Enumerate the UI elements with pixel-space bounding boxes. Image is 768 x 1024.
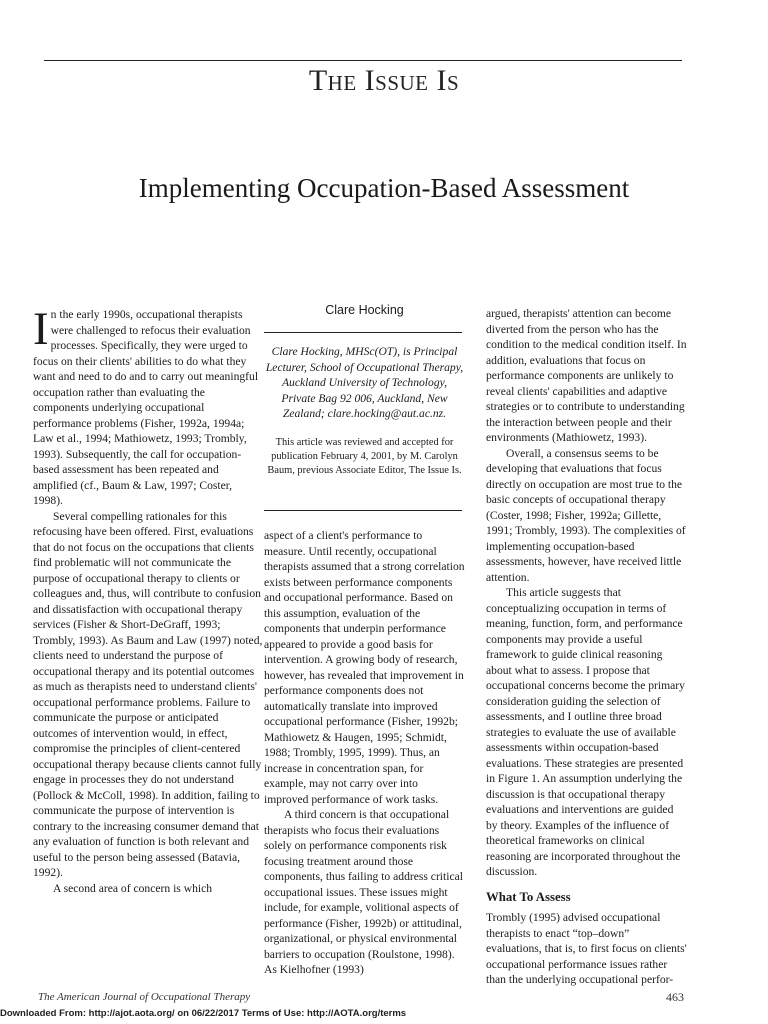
paragraph-4-continued: argued, therapists' attention can become diverted from the person who has the condition to the medical condition itself. In addition, evaluations that focus on performance components are unlikely to reveal clients' capabilities and adaptive strategies or to contribute to understanding the interaction between people and their environments (Mathiowetz, 1993). — [486, 307, 687, 444]
drop-cap: I — [33, 303, 49, 355]
article-title: Implementing Occupation-Based Assessment — [138, 173, 630, 203]
header-rule — [44, 60, 682, 61]
paragraph-3-start: A second area of concern is which — [53, 881, 213, 895]
paragraph-4: A third concern is that occupational therapists who focus their evaluations solely on performance components risk focusing treatment around those components, thus failing to address critical occupational issues. These issues might include, for example, volitional aspects of performance (Fisher, 1992b) or attitudinal, organizational, or physical environmental barriers to occupation (Roulstone, 1998). As Kielhofner (1993) — [264, 808, 463, 976]
paragraph-6: This article suggests that conceptualizing occupation in terms of meaning, function, form, and performance components may provide a useful framework to guide clinical reasoning about what to assess. I propose that occupational concerns become the primary consideration guiding the selection of assessments, and I outline three broad strategies to evaluate the use of available assessments within occupation-based evaluations. These strategies are presented in Figure 1. An assumption underlying the discussion is that occupational therapy evaluations and interventions are guided by theory. Examples of the influence of theoretical frameworks on clinical reasoning are incorporated throughout the discussion. — [486, 586, 685, 878]
acceptance-note: This article was reviewed and accepted for publication February 4, 2001, by M. Carolyn Baum, previous Associate Editor, The Issue Is. — [267, 437, 462, 476]
author-name: Clare Hocking — [325, 303, 404, 317]
author-rule-top — [264, 332, 462, 333]
download-notice: Downloaded From: http://ajot.aota.org/ on 06/22/2017 Terms of Use: http://AOTA.org/terms — [0, 1008, 407, 1019]
paragraph-1-text: n the early 1990s, occupational therapists were challenged to refocus their evaluation processes. Specifically, they were urged to focus on their clients' abilities to do what they want and need to do and to carry out meaningful occupation rather than evaluating the components underlying occupational performance problems (Fisher, 1992a, 1994a; Law et al., 1994; Mathiowetz, 1993; Trombly, 1993). Subsequently, the call for occupation-based assessment has been repeated and amplified (cf., Baum & Law, 1997; Coster, 1998). — [33, 308, 259, 507]
paragraph-1 — [33, 303, 263, 509]
subheading-what-to-assess: What To Assess — [486, 889, 571, 904]
column-2 — [264, 528, 465, 978]
paragraph-3-continued: aspect of a client's performance to measure. Until recently, occupational therapists assumed that a strong correlation exists between performance components and occupational performance. Based on this assumption, evaluation of the components that underpin performance appeared to provide a good basis for intervention. A growing body of research, however, has revealed that improvement in performance components does not automatically translate into improved occupational performance (Fisher, 1992b; Mathiowetz & Haugen, 1995; Schmidt, 1988; Trombly, 1995, 1999). Thus, an increase in concentration span, for example, may not carry over into improved performance of work tasks. — [264, 529, 465, 806]
section-heading: The Issue Is — [308, 64, 460, 97]
author-affiliation: Clare Hocking, MHSc(OT), is Principal Lecturer, School of Occupational Therapy, Auckland University of Technology, Private Bag 92 006, Auckland, New Zealand; clare.hocking@aut.ac.nz. — [265, 345, 464, 420]
column-3 — [486, 306, 687, 988]
journal-name: The American Journal of Occupational Therapy — [38, 991, 251, 1003]
page-number: 463 — [666, 990, 684, 1004]
author-rule-bottom — [264, 510, 462, 511]
paragraph-2: Several compelling rationales for this refocusing have been offered. First, evaluations that do not focus on the occupations that clients find problematic will not communicate the purpose of occupational therapy to clients or colleagues and, thus, will contribute to confusion and dissatisfaction with occupational therapy services (Fisher & Short-DeGraff, 1993; Trombly, 1993). As Baum and Law (1997) noted, clients need to understand the purpose of occupational therapy and its potential outcomes as much as therapists need to understand clients' occupational performance problems. Failure to communicate the purpose or anticipated outcomes of intervention would, in effect, compromise the principles of client-centered occupational therapy because clients cannot fully engage in processes they do not understand (Pollock & McColl, 1998). In addition, failing to communicate the purpose of intervention is contrary to the increasing consumer demand that any evaluation of function is both relevant and useful to the person being assessed (Batavia, 1992). — [33, 509, 263, 879]
paragraph-7: Trombly (1995) advised occupational therapists to enact “top–down” evaluations, that is, to first focus on clients' occupational performance issues rather than the underlying occupational perfor- — [486, 911, 687, 986]
column-1 — [33, 303, 263, 896]
paragraph-5: Overall, a consensus seems to be developing that evaluations that focus directly on occupation are most true to the basic concepts of occupational therapy (Coster, 1998; Fisher, 1992a; Gillette, 1991; Trombly, 1993). The complexities of implementing occupation-based assessments, however, have received little attention. — [486, 446, 686, 584]
